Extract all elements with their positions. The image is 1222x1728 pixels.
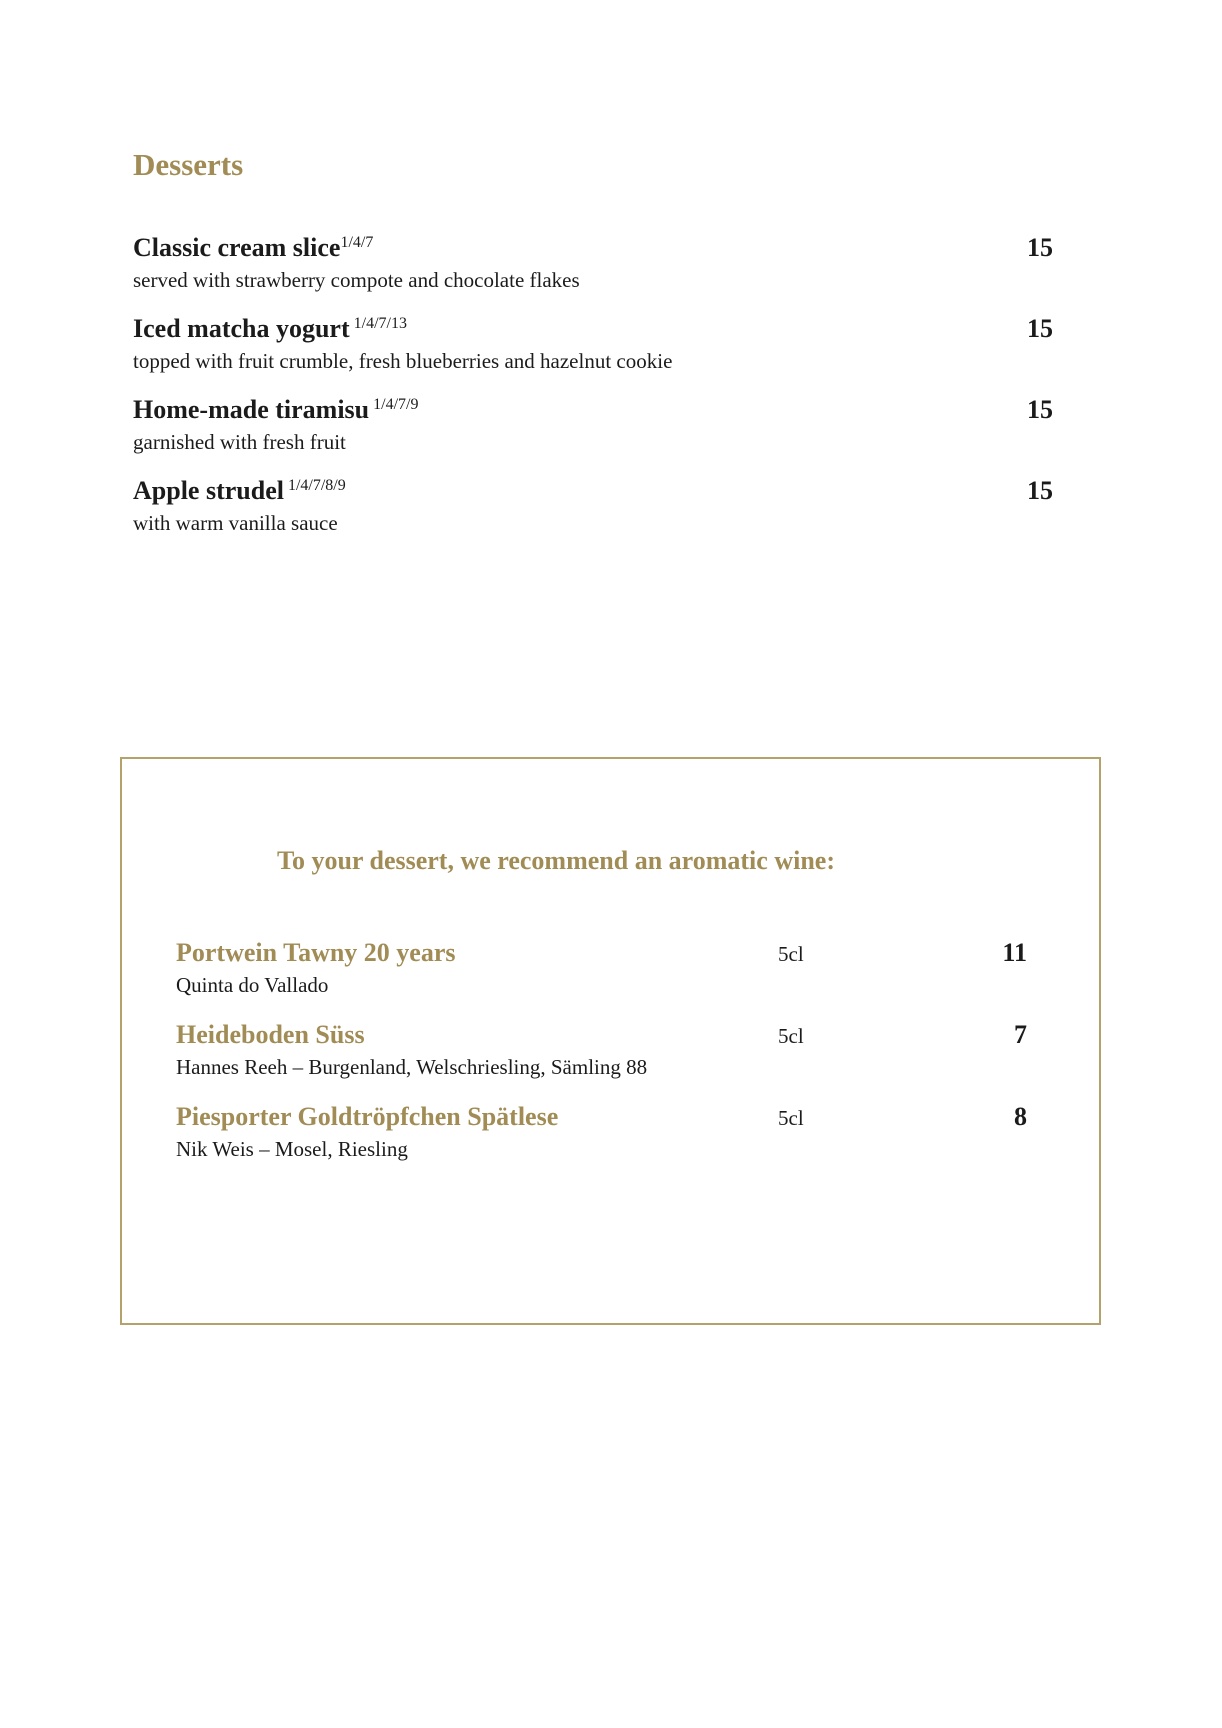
wine-item-portwein-tawny (176, 935, 1027, 999)
wine-serving-size: 5cl (778, 1024, 804, 1048)
menu-item-row (133, 311, 1053, 347)
menu-item-row (133, 473, 1053, 509)
wine-producer: Quinta do Vallado (176, 973, 329, 997)
dessert-list (133, 230, 1053, 537)
item-description: served with strawberry compote and chocolate flakes (133, 268, 580, 292)
item-name-group (133, 473, 346, 509)
wine-price: 7 (1014, 1020, 1027, 1049)
menu-item-classic-cream-slice (133, 230, 1053, 294)
wine-serving-size: 5cl (778, 942, 804, 966)
page-title: Desserts (133, 147, 244, 182)
item-allergen-codes: 1/4/7/13 (349, 315, 407, 333)
menu-item-row (133, 392, 1053, 428)
recommendation-heading: To your dessert, we recommend an aromatic wine: (277, 846, 835, 875)
wine-name: Piesporter Goldtröpfchen Spätlese (176, 1102, 559, 1131)
wine-price: 11 (1002, 938, 1027, 967)
item-description: with warm vanilla sauce (133, 511, 338, 535)
item-price: 15 (1027, 314, 1053, 343)
wine-price: 8 (1014, 1102, 1027, 1131)
wine-item-row (176, 935, 1027, 971)
item-allergen-codes: 1/4/7/8/9 (283, 477, 346, 495)
item-description: garnished with fresh fruit (133, 430, 346, 454)
item-name-group (133, 311, 407, 347)
wine-producer: Nik Weis – Mosel, Riesling (176, 1137, 408, 1161)
wine-producer: Hannes Reeh – Burgenland, Welschriesling, Sämling 88 (176, 1055, 648, 1079)
item-name: Apple strudel (133, 476, 284, 505)
item-name: Classic cream slice (133, 233, 341, 262)
item-name-group (133, 230, 373, 266)
menu-item-apple-strudel (133, 473, 1053, 537)
item-price: 15 (1027, 476, 1053, 505)
item-price: 15 (1027, 395, 1053, 424)
wine-name: Portwein Tawny 20 years (176, 938, 456, 967)
item-allergen-codes: 1/4/7 (340, 234, 374, 252)
wine-name: Heideboden Süss (176, 1020, 365, 1049)
wine-item-row (176, 1099, 1027, 1135)
menu-item-home-made-tiramisu (133, 392, 1053, 456)
wine-item-heideboden-suess (176, 1017, 1027, 1081)
item-description: topped with fruit crumble, fresh blueberries and hazelnut cookie (133, 349, 673, 373)
item-price: 15 (1027, 233, 1053, 262)
item-name: Iced matcha yogurt (133, 314, 350, 343)
menu-item-iced-matcha-yogurt (133, 311, 1053, 375)
item-allergen-codes: 1/4/7/9 (369, 396, 419, 414)
desserts-section (133, 148, 1053, 554)
item-name: Home-made tiramisu (133, 395, 370, 424)
wine-serving-size: 5cl (778, 1106, 804, 1130)
wine-item-row (176, 1017, 1027, 1053)
menu-item-row (133, 230, 1053, 266)
wine-list (176, 935, 1027, 1163)
wine-item-piesporter-goldtroepfchen (176, 1099, 1027, 1163)
wine-recommendation-box (120, 757, 1101, 1325)
item-name-group (133, 392, 418, 428)
